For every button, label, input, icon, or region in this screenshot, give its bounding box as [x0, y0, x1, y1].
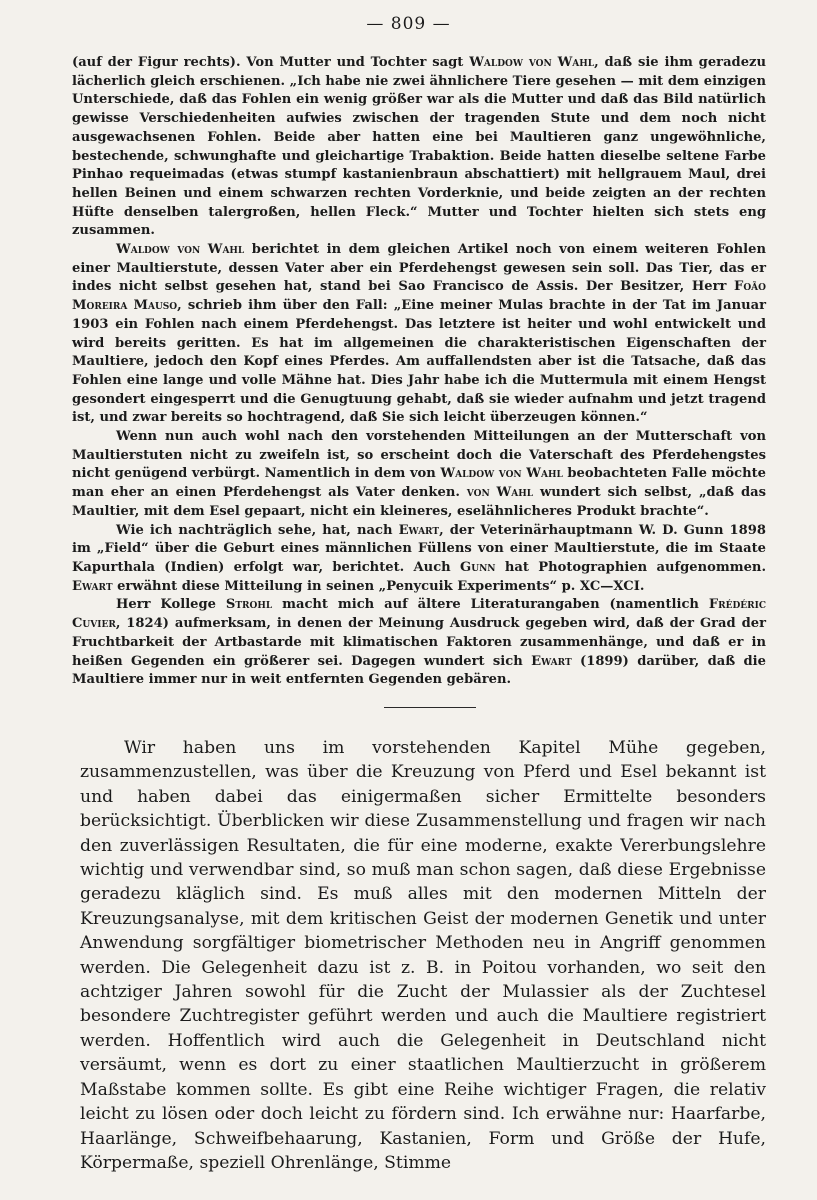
author-name: Waldow von Wahl	[440, 466, 563, 482]
author-name: Gunn	[460, 559, 496, 575]
text-run: im „Field“ über die Geburt eines männlichen Füllens von einer Maultierstute, die im Staate Kapurthala (Indien) erfolgt war, berichtet. Auch	[72, 541, 766, 575]
text-run: , schrieb ihm über den Fall: „Eine meiner Mulas brachte in der Tat im Januar 1903 ein Fohlen nach einem Pferdehengst. Das letztere ist heiter und wohl entwickelt und wird bereits geritten. Es hat im allgemeinen die charakteristischen Eigenschaften der Maultiere, jedoch den Kopf eines Pferdes. Am auffallendsten aber ist die Tatsache, daß das Fohlen eine lange und volle Mähne hat. Dies Jahr habe ich die Muttermula mit einem Hengst gesondert eingesperrt und die Genugtuung gehabt, daß sie wieder aufnahm und jetzt tragend ist, und zwar bereits so hochtragend, daß Sie sich leicht überzeugen können.“	[72, 298, 766, 426]
author-name: Frédéric Cuvier	[72, 597, 766, 632]
paragraph-1	[72, 54, 766, 241]
page-number: — 809 —	[366, 14, 451, 34]
text-run: , daß sie ihm geradezu lächerlich gleich erschienen. „Ich habe nie zwei ähnlichere Tiere gesehen — mit dem einzigen Unterschiede, daß das Fohlen ein wenig größer war als die Mutter und daß das Bild natürlich gewisse Verschiedenheiten aufwies zwischen der tragenden Stute und dem noch nicht ausgewachsenen Fohlen. Beide aber hatten eine bei Maultieren ganz ungewöhnliche, bestechende, schwunghafte und gleichartige Trabaktion. Beide hatten dieselbe seltene Farbe Pinhao requeimadas (etwas stumpf kastanienbraun abschattiert) mit hellgrauem Maul, drei hellen Beinen und einem schwarzen rechten Vorderknie, und beide zeigten an der rechten Hüfte denselben talergroßen, hellen Fleck.“ Mutter und Tochter hielten sich stets eng zusammen.	[72, 55, 766, 239]
text-run: , der Veterinärhauptmann	[439, 522, 639, 538]
paragraph-5	[72, 596, 766, 690]
author-name: Ewart	[72, 578, 113, 594]
paragraph-3	[72, 428, 766, 522]
main-paragraph: Wir haben uns im vorstehenden Kapitel Mühe gegeben, zusammenzustellen, was über die Kreuzung von Pferd und Esel bekannt ist und haben dabei das einigermaßen sicher Ermittelte besonders berücksichtigt. Überblicken wir diese Zusammenstellung und fragen wir nach den zuverlässigen Resultaten, die für eine moderne, exakte Vererbungslehre wichtig und verwendbar sind, so muß man schon sagen, daß diese Ergebnisse geradezu kläglich sind. Es muß alles mit den modernen Mitteln der Kreuzungsanalyse, mit dem kritischen Geist der modernen Genetik und unter Anwendung sorgfältiger biometrischer Methoden neu in Angriff genommen werden. Die Gelegenheit dazu ist z. B. in Poitou vorhanden, wo seit den achtziger Jahren sowohl für die Zucht der Mulassier als der Zuchtesel besondere Zuchtregister geführt werden und auch die Maultiere registriert werden. Hoffentlich wird auch die Gelegenheit in Deutschland nicht versäumt, wenn es dort zu einer staatlichen Maultierzucht in größerem Maßstabe kommen sollte. Es gibt eine Reihe wichtiger Fragen, die relativ leicht zu lösen oder doch leicht zu fördern sind. Ich erwähne nur: Haarfarbe, Haarlänge, Schweifbehaarung, Kastanien, Form und Größe der Hufe, Körpermaße, speziell Ohrenlänge, Stimme	[80, 738, 766, 1173]
author-name: von Wahl	[466, 485, 534, 501]
main-text-section	[80, 736, 766, 1175]
text-run: (1899) darüber, daß die Maultiere immer nur in weit entfernten Gegenden gebären.	[72, 653, 766, 688]
text-run: Herr Kollege	[116, 597, 226, 613]
text-run: Wenn nun auch wohl nach den vorstehenden Mitteilungen an der Mutterschaft von Maultierstuten nicht zu zweifeln ist, so erscheint doch die Vaterschaft des Pferdehengstes nicht genügend verbürgt. Namentlich in dem von	[72, 429, 766, 482]
author-name: Ewart	[398, 522, 440, 538]
text-run: , 1824) aufmerksam, in denen der Meinung Ausdruck gegeben wird, daß der Grad der Fruchtbarkeit der Artbastarde mit klimatischen Faktoren zusammenhänge, und daß er in heißen Gegenden ein größerer sei. Dagegen wundert sich	[72, 616, 766, 669]
person-name: W. D. Gunn 1898	[638, 522, 766, 538]
text-run: (auf der Figur rechts). Von Mutter und Tochter sagt	[72, 55, 470, 70]
author-name: Strohl	[225, 597, 273, 613]
text-run: Wie ich nachträglich sehe, hat, nach	[116, 522, 399, 538]
text-run: berichtet in dem gleichen Artikel noch von einem weiteren Fohlen einer Maultierstute, dessen Vater aber ein Pferdehengst gewesen sein soll. Das Tier, das er indes nicht selbst gesehen hat, stand bei Sao Francisco de Assis. Der Besitzer, Herr	[72, 242, 766, 295]
small-print-section	[72, 54, 766, 690]
section-divider	[384, 707, 476, 708]
text-run: beobachteten Falle möchte man eher an einen Pferdehengst als Vater denken.	[72, 466, 766, 501]
author-name: Ewart	[531, 653, 572, 669]
paragraph-4	[72, 522, 766, 597]
text-run: hat Photographien aufgenommen.	[495, 559, 767, 575]
author-name: Waldow von Wahl	[469, 55, 595, 70]
text-run: erwähnt diese Mitteilung in seinen „Penycuik Experiments“ p. XC—XCI.	[112, 578, 645, 594]
person-name: Foão Moreira Mauso	[72, 279, 766, 314]
paragraph-2	[72, 241, 766, 428]
author-name: Waldow von Wahl	[116, 242, 245, 258]
text-run: wundert sich selbst, „daß das Maultier, mit dem Esel gepaart, nicht ein kleineres, eselähnlicheres Produkt brachte“.	[72, 485, 766, 519]
text-run: macht mich auf ältere Literaturangaben (namentlich	[272, 597, 709, 613]
